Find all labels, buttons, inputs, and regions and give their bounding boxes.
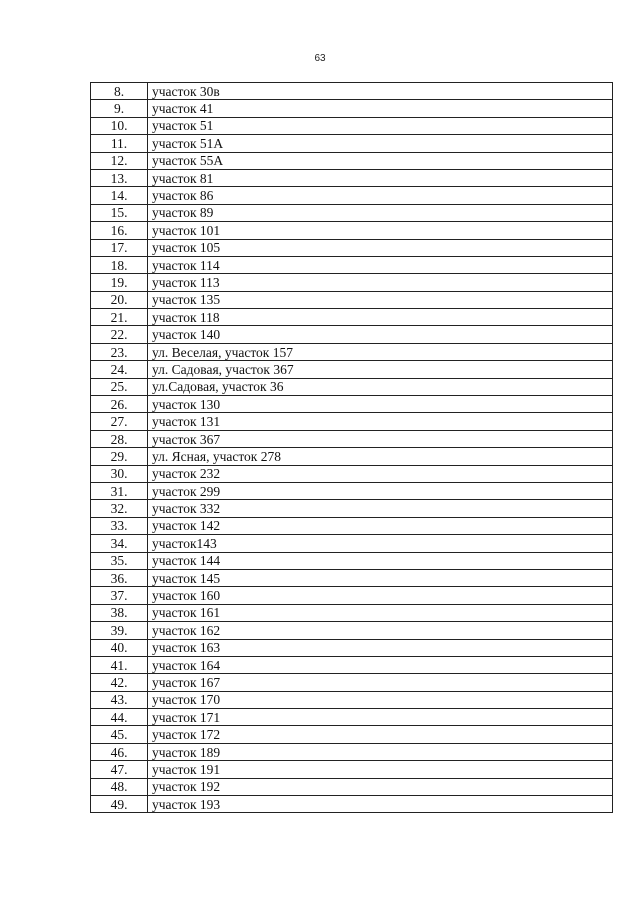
plot-description-cell: участок 232 xyxy=(148,465,613,482)
table-row xyxy=(91,430,613,447)
table-row xyxy=(91,674,613,691)
plot-description-cell: участок 144 xyxy=(148,552,613,569)
page-number: 63 xyxy=(314,53,326,64)
plot-description-cell: участок 113 xyxy=(148,274,613,291)
row-number-cell: 39. xyxy=(91,622,148,639)
plot-description-cell: участок 81 xyxy=(148,169,613,186)
plot-description-cell: участок 192 xyxy=(148,778,613,795)
row-number-cell: 48. xyxy=(91,778,148,795)
table-row xyxy=(91,152,613,169)
table-row xyxy=(91,378,613,395)
row-number-cell: 34. xyxy=(91,535,148,552)
row-number-cell: 44. xyxy=(91,709,148,726)
plot-description-cell: участок 55А xyxy=(148,152,613,169)
table-row xyxy=(91,361,613,378)
row-number-cell: 26. xyxy=(91,396,148,413)
row-number-cell: 30. xyxy=(91,465,148,482)
plot-description-cell: участок 167 xyxy=(148,674,613,691)
table-row xyxy=(91,83,613,100)
table-row xyxy=(91,569,613,586)
row-number-cell: 47. xyxy=(91,761,148,778)
row-number-cell: 18. xyxy=(91,256,148,273)
plot-description-cell: участок 51А xyxy=(148,135,613,152)
plot-description-cell: участок 189 xyxy=(148,743,613,760)
row-number-cell: 11. xyxy=(91,135,148,152)
row-number-cell: 42. xyxy=(91,674,148,691)
plot-description-cell: ул.Садовая, участок 36 xyxy=(148,378,613,395)
row-number-cell: 23. xyxy=(91,343,148,360)
row-number-cell: 9. xyxy=(91,100,148,117)
plot-description-cell: участок 105 xyxy=(148,239,613,256)
plot-description-cell: участок 171 xyxy=(148,709,613,726)
plot-description-cell: участок 170 xyxy=(148,691,613,708)
plot-description-cell: участок 114 xyxy=(148,256,613,273)
row-number-cell: 29. xyxy=(91,448,148,465)
row-number-cell: 28. xyxy=(91,430,148,447)
table-row xyxy=(91,761,613,778)
table-row xyxy=(91,535,613,552)
row-number-cell: 20. xyxy=(91,291,148,308)
row-number-cell: 24. xyxy=(91,361,148,378)
table-row xyxy=(91,691,613,708)
plot-description-cell: ул. Ясная, участок 278 xyxy=(148,448,613,465)
plot-description-cell: участок 135 xyxy=(148,291,613,308)
row-number-cell: 17. xyxy=(91,239,148,256)
table-row xyxy=(91,413,613,430)
row-number-cell: 22. xyxy=(91,326,148,343)
table-row xyxy=(91,274,613,291)
table-row xyxy=(91,239,613,256)
table-row xyxy=(91,100,613,117)
table-row xyxy=(91,169,613,186)
row-number-cell: 10. xyxy=(91,117,148,134)
row-number-cell: 31. xyxy=(91,482,148,499)
plot-description-cell: участок 164 xyxy=(148,656,613,673)
row-number-cell: 38. xyxy=(91,604,148,621)
plot-description-cell: участок 101 xyxy=(148,222,613,239)
row-number-cell: 41. xyxy=(91,656,148,673)
table-row xyxy=(91,256,613,273)
plot-description-cell: участок 332 xyxy=(148,500,613,517)
row-number-cell: 14. xyxy=(91,187,148,204)
table-row xyxy=(91,482,613,499)
table-row xyxy=(91,448,613,465)
table-row xyxy=(91,343,613,360)
plot-description-cell: участок 162 xyxy=(148,622,613,639)
row-number-cell: 35. xyxy=(91,552,148,569)
row-number-cell: 45. xyxy=(91,726,148,743)
table-row xyxy=(91,743,613,760)
table-row xyxy=(91,465,613,482)
row-number-cell: 32. xyxy=(91,500,148,517)
table-row xyxy=(91,500,613,517)
table-row xyxy=(91,204,613,221)
row-number-cell: 13. xyxy=(91,169,148,186)
row-number-cell: 33. xyxy=(91,517,148,534)
row-number-cell: 36. xyxy=(91,569,148,586)
plot-description-cell: участок 30в xyxy=(148,83,613,100)
plot-description-cell: участок 131 xyxy=(148,413,613,430)
table-row xyxy=(91,517,613,534)
plot-description-cell: ул. Садовая, участок 367 xyxy=(148,361,613,378)
table-row xyxy=(91,639,613,656)
table-row xyxy=(91,726,613,743)
table-row xyxy=(91,396,613,413)
plot-description-cell: участок 161 xyxy=(148,604,613,621)
table-row xyxy=(91,552,613,569)
plot-description-cell: участок 41 xyxy=(148,100,613,117)
row-number-cell: 49. xyxy=(91,796,148,813)
table-row xyxy=(91,326,613,343)
row-number-cell: 21. xyxy=(91,309,148,326)
row-number-cell: 12. xyxy=(91,152,148,169)
table-row xyxy=(91,309,613,326)
table-row xyxy=(91,187,613,204)
row-number-cell: 25. xyxy=(91,378,148,395)
plot-description-cell: ул. Веселая, участок 157 xyxy=(148,343,613,360)
row-number-cell: 27. xyxy=(91,413,148,430)
plot-description-cell: участок143 xyxy=(148,535,613,552)
row-number-cell: 19. xyxy=(91,274,148,291)
row-number-cell: 43. xyxy=(91,691,148,708)
table-row xyxy=(91,604,613,621)
plot-description-cell: участок 130 xyxy=(148,396,613,413)
table-row xyxy=(91,291,613,308)
plot-description-cell: участок 193 xyxy=(148,796,613,813)
table-row xyxy=(91,622,613,639)
table-row xyxy=(91,796,613,813)
plot-description-cell: участок 86 xyxy=(148,187,613,204)
table-row xyxy=(91,222,613,239)
plot-description-cell: участок 367 xyxy=(148,430,613,447)
table-row xyxy=(91,778,613,795)
plot-description-cell: участок 145 xyxy=(148,569,613,586)
table-row xyxy=(91,587,613,604)
row-number-cell: 8. xyxy=(91,83,148,100)
table-row xyxy=(91,656,613,673)
plot-description-cell: участок 172 xyxy=(148,726,613,743)
table-row xyxy=(91,709,613,726)
table-row xyxy=(91,135,613,152)
row-number-cell: 40. xyxy=(91,639,148,656)
row-number-cell: 16. xyxy=(91,222,148,239)
row-number-cell: 15. xyxy=(91,204,148,221)
plot-description-cell: участок 160 xyxy=(148,587,613,604)
plot-description-cell: участок 140 xyxy=(148,326,613,343)
plot-description-cell: участок 118 xyxy=(148,309,613,326)
plot-description-cell: участок 191 xyxy=(148,761,613,778)
plot-description-cell: участок 89 xyxy=(148,204,613,221)
plot-description-cell: участок 142 xyxy=(148,517,613,534)
plots-table xyxy=(90,82,613,813)
table-row xyxy=(91,117,613,134)
row-number-cell: 46. xyxy=(91,743,148,760)
table-body xyxy=(91,83,613,813)
plot-description-cell: участок 299 xyxy=(148,482,613,499)
plot-description-cell: участок 163 xyxy=(148,639,613,656)
plot-description-cell: участок 51 xyxy=(148,117,613,134)
row-number-cell: 37. xyxy=(91,587,148,604)
